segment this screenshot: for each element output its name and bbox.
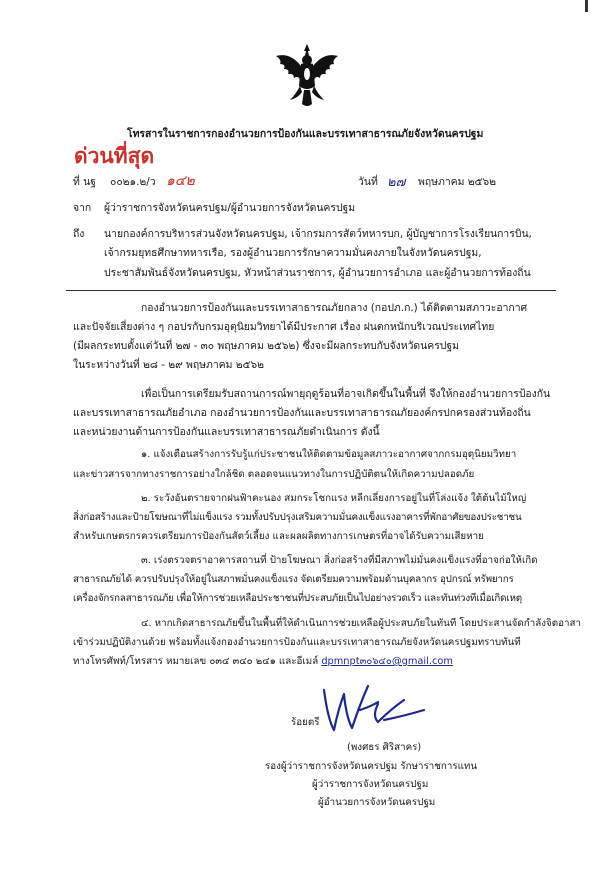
signatory-title: ผู้อำนวยการจังหวัดนครปฐม	[318, 797, 436, 808]
doc-number-handwritten: ๑๔๒	[166, 173, 195, 189]
signatory-name: (พงศธร ศิริสาคร)	[347, 742, 422, 753]
garuda-emblem-icon	[272, 42, 342, 112]
body-line: (มีผลกระทบตั้งแต่วันที่ ๒๗ - ๓๐ พฤษภาคม ๒๕๖๒) ซึ่งจะมีผลกระทบกับจังหวัดนครปฐม	[73, 340, 459, 352]
date-day: ๒๗	[387, 175, 406, 190]
handwritten-signature-icon	[320, 680, 430, 736]
from-label: จาก	[73, 202, 92, 214]
to-line: ประชาสัมพันธ์จังหวัดนครปฐม, หัวหน้าส่วนราชการ, ผู้อำนวยการอำเภอ และผู้อำนวยการท้องถิ่น	[104, 267, 531, 279]
signature-prefix: ร้อยตรี	[291, 717, 320, 728]
to-line: นายกองค์การบริหารส่วนจังหวัดนครปฐม, เจ้ากรมการสัตว์ทหารบก, ผู้บัญชาการโรงเรียนการบิน,	[104, 228, 532, 240]
doc-number: ๐๐๒๑.๒/ว	[110, 176, 156, 188]
corner-mark	[585, 0, 588, 12]
to-label: ถึง	[73, 228, 85, 240]
from-text: ผู้ว่าราชการจังหวัดนครปฐม/ผู้อำนวยการจังหวัดนครปฐม	[104, 202, 356, 214]
header-separator	[66, 290, 556, 291]
document-title: โทรสารในราชการกองอำนวยการป้องกันและบรรเทาสาธารณภัยจังหวัดนครปฐม	[127, 128, 484, 140]
body-line-contact	[73, 655, 453, 668]
signatory-title: ผู้ว่าราชการจังหวัดนครปฐม	[312, 779, 429, 790]
body-line: สำหรับเกษตรกรควรเตรียมการป้องกันสัตว์เลี้ยง และผลผลิตทางการเกษตรที่อาจได้รับความเสียหาย	[73, 531, 484, 542]
to-line: เจ้ากรมยุทธศึกษาทหารเรือ, รองผู้อำนวยการรักษาความมั่นคงภายในจังหวัดนครปฐม,	[104, 247, 482, 259]
body-line: สาธารณภัยได้ ควรปรับปรุงให้อยู่ในสภาพมั่นคงแข็งแรง จัดเตรียมความพร้อมด้านบุคลากร อุปกรณ์ ทรัพยากร	[73, 574, 514, 585]
urgent-stamp: ด่วนที่สุด	[74, 144, 155, 168]
body-line: ๑. แจ้งเตือนสร้างการรับรู้แก่ประชาชนให้ติดตามข้อมูลสภาวะอากาศจากกรมอุตุนิยมวิทยา	[141, 449, 517, 460]
body-line: สิ่งก่อสร้างและป้ายโฆษณาที่ไม่แข็งแรง รวมทั้งปรับปรุงเสริมความมั่นคงแข็งแรงอาคารที่พักอาศัยของประชาชน	[73, 512, 522, 523]
body-line: ในระหว่างวันที่ ๒๘ - ๒๙ พฤษภาคม ๒๕๖๒	[73, 359, 264, 371]
date-label: วันที่	[358, 176, 378, 188]
body-line: และปัจจัยเสี่ยงต่าง ๆ กอปรกับกรมอุตุนิยมวิทยาได้มีประกาศ เรื่อง ฝนตกหนักบริเวณประเทศไทย	[73, 321, 495, 333]
body-line: และบรรเทาสาธารณภัยอำเภอ กองอำนวยการป้องกันและบรรเทาสาธารณภัยองค์กรปกครองส่วนท้องถิ่น	[73, 407, 531, 419]
date-month-year: พฤษภาคม ๒๕๖๒	[418, 176, 496, 188]
body-line: กองอำนวยการป้องกันและบรรเทาสาธารณภัยกลาง (กอปภ.ก.) ได้ติดตามสภาวะอากาศ	[141, 302, 528, 314]
body-line: ๔. หากเกิดสาธารณภัยขึ้นในพื้นที่ให้ดำเนินการช่วยเหลือผู้ประสบภัยในทันที โดยประสานจัดกำลังจิตอาสา	[141, 618, 581, 629]
doc-number-label: ที่ นฐ	[73, 176, 96, 188]
body-line: ๒. ระวังอันตรายจากฝนฟ้าคะนอง สมกระโชกแรง หลีกเลี่ยงการอยู่ในที่โล่งแจ้ง ใต้ต้นไม้ใหญ่	[141, 493, 527, 504]
body-line: และข่าวสารจากทางราชการอย่างใกล้ชิด ตลอดจนแนวทางในการปฏิบัติตนให้เกิดความปลอดภัย	[73, 469, 475, 480]
email-link[interactable]: dpmnpt๓๐๖๔๐@gmail.com	[321, 656, 453, 667]
body-line: และหน่วยงานด้านการป้องกันและบรรเทาสาธารณภัยดำเนินการ ดังนี้	[73, 426, 380, 438]
body-line: เครื่องจักรกลสาธารณภัย เพื่อให้การช่วยเหลือประชาชนที่ประสบภัยเป็นไปอย่างรวดเร็ว และทันท่วงทีเมื่อเกิดเหตุ	[73, 593, 522, 604]
body-line: เข้าร่วมปฏิบัติงานด้วย พร้อมทั้งแจ้งกองอำนวยการป้องกันและบรรเทาสาธารณภัยจังหวัดนครปฐมทราบทันที	[73, 637, 521, 648]
signatory-title: รองผู้ว่าราชการจังหวัดนครปฐม รักษาราชการแทน	[265, 761, 478, 772]
body-line: ๓. เร่งตรวจตราอาคารสถานที่ ป้ายโฆษณา สิ่งก่อสร้างที่มีสภาพไม่มั่นคงแข็งแรงที่อาจก่อให้เกิด	[141, 555, 538, 566]
contact-text: ทางโทรศัพท์/โทรสาร หมายเลข ๐๓๔ ๓๔๐ ๒๔๑ และอีเมล์	[73, 656, 322, 667]
body-line: เพื่อเป็นการเตรียมรับสถานการณ์พายุฤดูร้อนที่อาจเกิดขึ้นในพื้นที่ จึงให้กองอำนวยการป้องกัน	[141, 388, 551, 400]
